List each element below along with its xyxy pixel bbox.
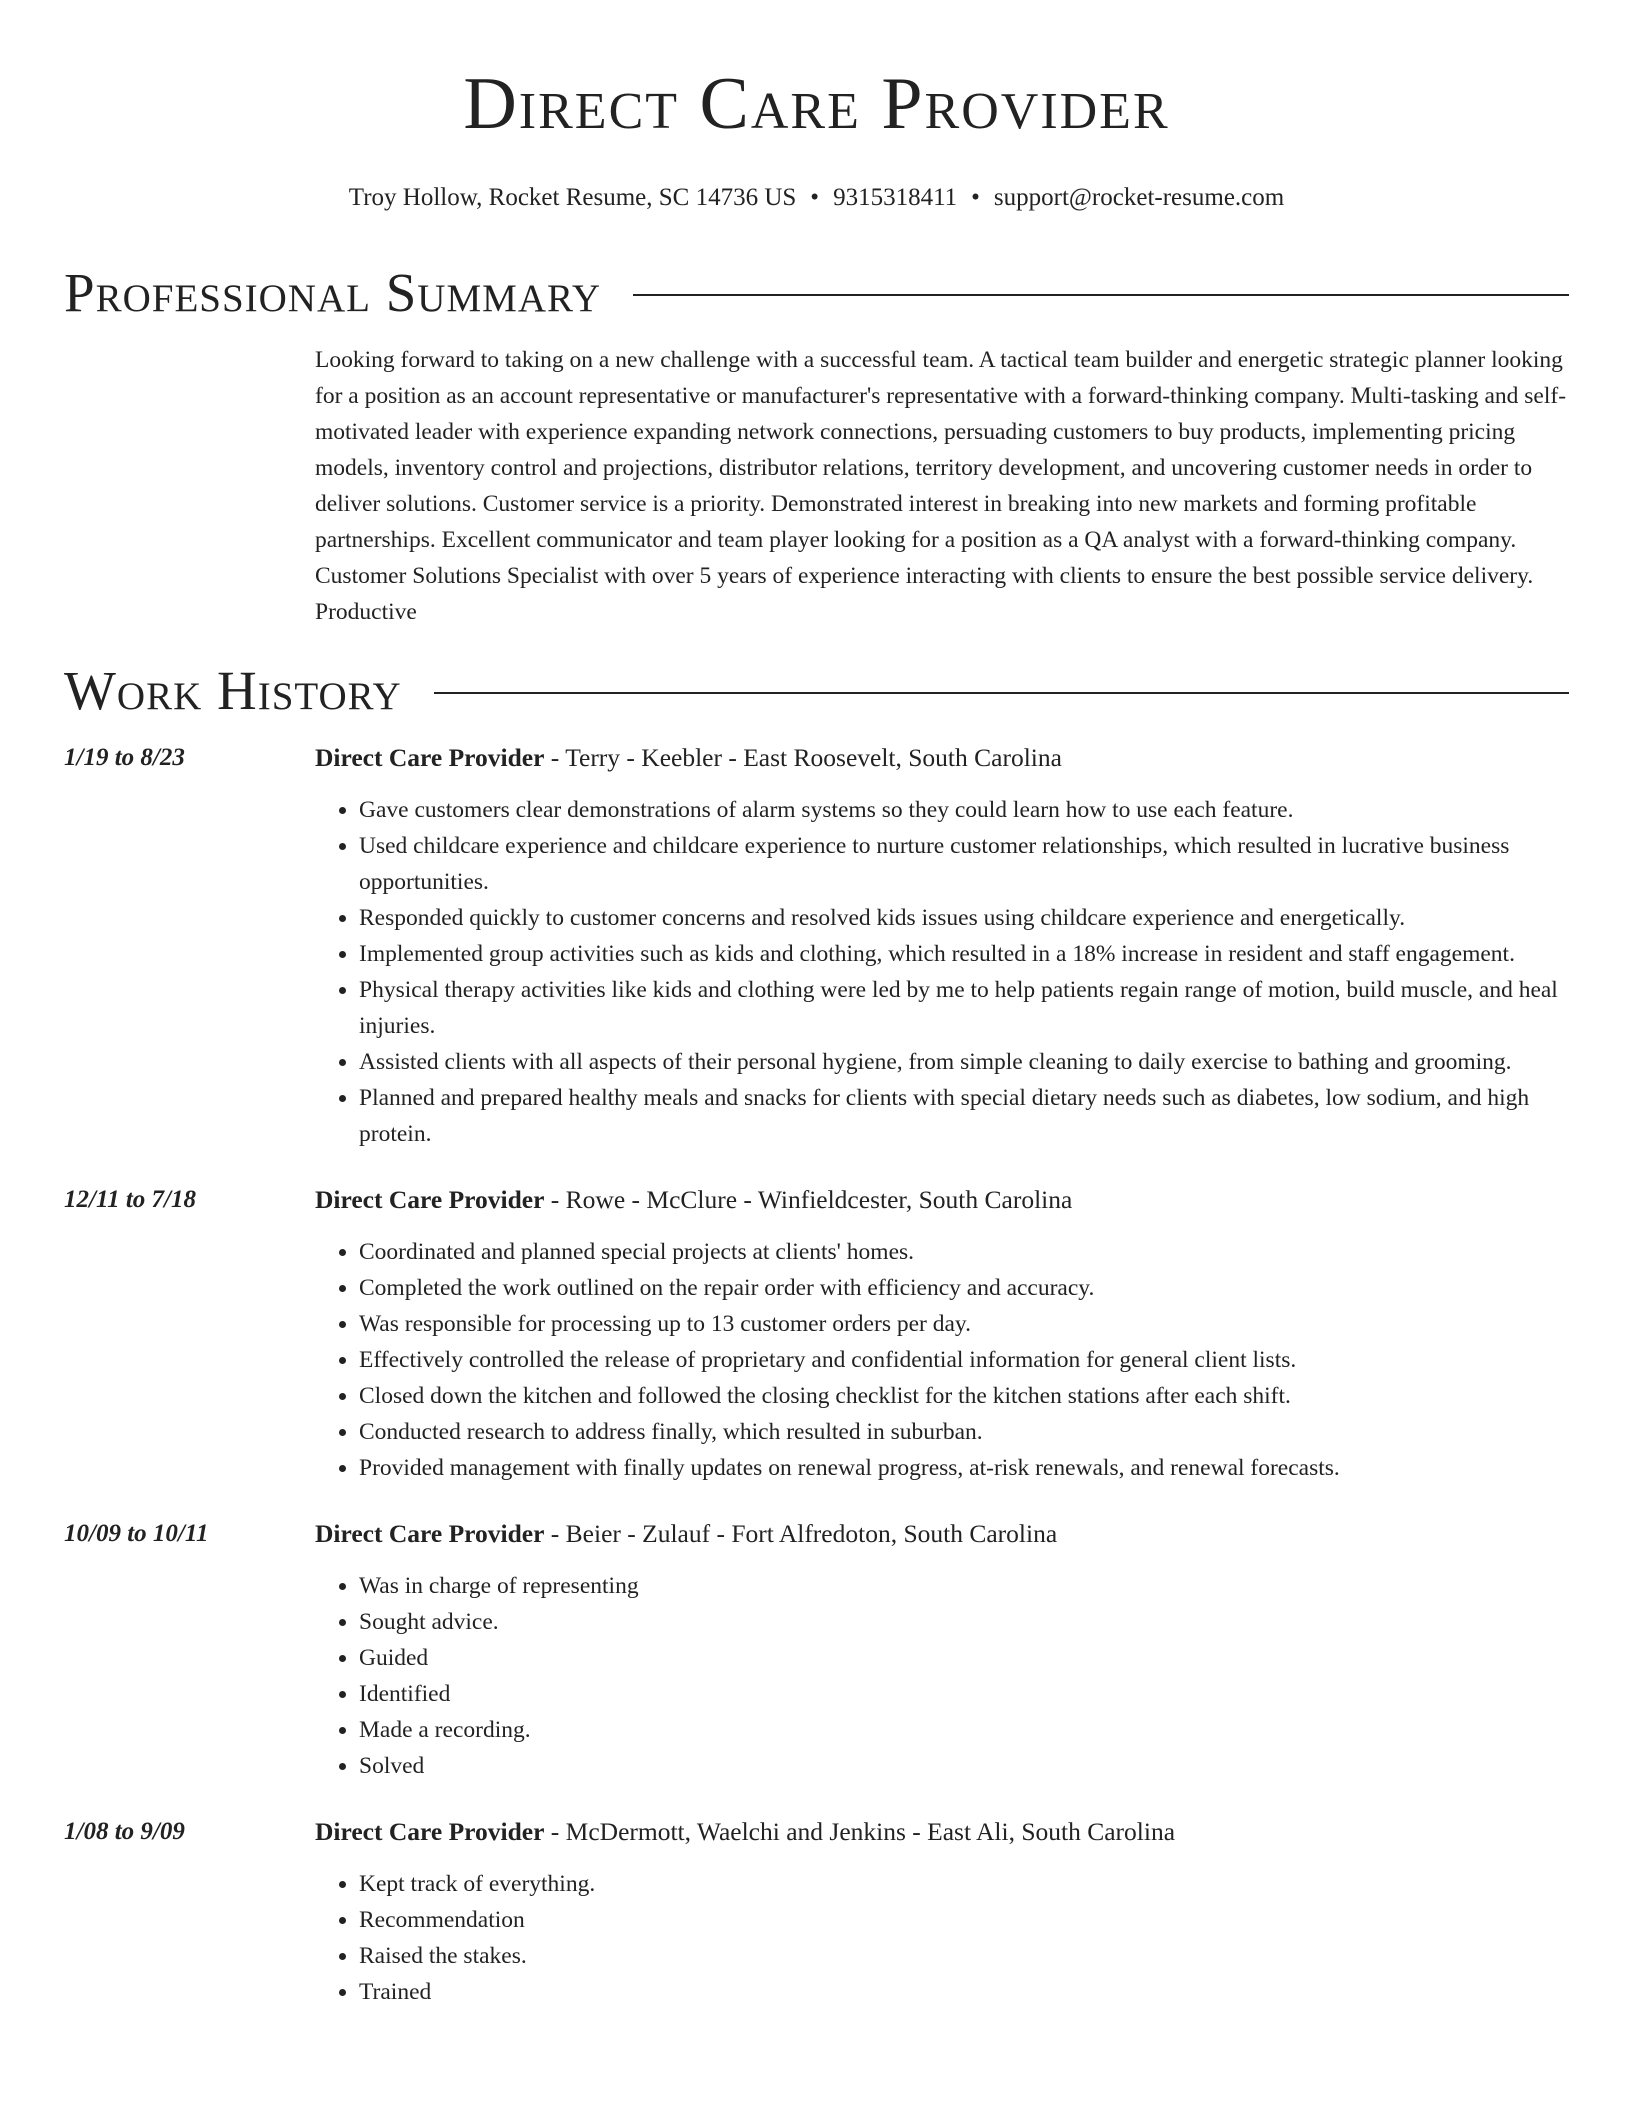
contact-email: support@rocket-resume.com — [993, 184, 1285, 211]
job-title: Direct Care Provider — [315, 1817, 545, 1846]
job-bullet: • Closed down the kitchen and followed the closing checklist for the kitchen stations after each shift. — [359, 1378, 1569, 1414]
contact-line — [64, 182, 1569, 214]
job-dates: 1/19 to 8/23 — [64, 744, 185, 771]
job-bullet: • Guided — [359, 1640, 1569, 1676]
job-body — [315, 740, 1569, 1152]
job-employer: - Terry - Keebler - East Roosevelt, South Carolina — [544, 743, 1062, 772]
job-bullet: • Physical therapy activities like kids and clothing were led by me to help patients regain range of motion, build muscle, and heal injuries. — [359, 972, 1569, 1044]
contact-separator: • — [810, 184, 820, 211]
job-bullet: • Conducted research to address finally, which resulted in suburban. — [359, 1414, 1569, 1450]
job-bullet: • Effectively controlled the release of proprietary and confidential information for general client lists. — [359, 1342, 1569, 1378]
job-bullet: • Responded quickly to customer concerns and resolved kids issues using childcare experience and energetically. — [359, 900, 1569, 936]
job-employer: - Beier - Zulauf - Fort Alfredoton, South Carolina — [544, 1519, 1058, 1548]
job-entry — [64, 740, 1569, 1152]
job-bullets — [315, 1866, 1569, 2010]
contact-phone: 9315318411 — [833, 184, 958, 211]
job-bullets — [315, 1568, 1569, 1784]
job-bullets — [315, 792, 1569, 1152]
job-bullet: • Completed the work outlined on the repair order with efficiency and accuracy. — [359, 1270, 1569, 1306]
job-dates: 10/09 to 10/11 — [64, 1520, 209, 1547]
job-dates: 1/08 to 9/09 — [64, 1818, 185, 1845]
job-bullet: • Was in charge of representing — [359, 1568, 1569, 1604]
job-title-line — [315, 1814, 1569, 1850]
summary-heading: Professional Summary — [64, 262, 602, 323]
job-title: Direct Care Provider — [315, 1519, 545, 1548]
job-title: Direct Care Provider — [315, 1185, 545, 1214]
job-body — [315, 1182, 1569, 1486]
work-history-list — [64, 740, 1569, 2010]
job-bullet: • Gave customers clear demonstrations of alarm systems so they could learn how to use each feature. — [359, 792, 1569, 828]
job-entry — [64, 1814, 1569, 2010]
candidate-name: Direct Care Provider — [463, 63, 1170, 145]
job-bullet: • Coordinated and planned special projects at clients' homes. — [359, 1234, 1569, 1270]
job-bullet: • Implemented group activities such as kids and clothing, which resulted in a 18% increase in resident and staff engagement. — [359, 936, 1569, 972]
job-body — [315, 1814, 1569, 2010]
work-heading: Work History — [64, 660, 402, 721]
job-bullet: • Made a recording. — [359, 1712, 1569, 1748]
job-title-line — [315, 740, 1569, 776]
job-bullet: • Used childcare experience and childcare experience to nurture customer relationships, which resulted in lucrative business opportunities. — [359, 828, 1569, 900]
job-bullet: • Trained — [359, 1974, 1569, 2010]
job-title-line — [315, 1516, 1569, 1552]
job-title: Direct Care Provider — [315, 743, 545, 772]
job-bullet: • Assisted clients with all aspects of their personal hygiene, from simple cleaning to daily exercise to bathing and grooming. — [359, 1044, 1569, 1080]
summary-text: Looking forward to taking on a new challenge with a successful team. A tactical team builder and energetic strategic planner looking for a position as an account representative or manufacturer's representative with a forward-thinking company. Multi-tasking and self-motivated leader with experience expanding network connections, persuading customers to buy products, implementing pricing models, inventory control and projections, distributor relations, territory development, and uncovering customer needs in order to deliver solutions. Customer service is a priority. Demonstrated interest in breaking into new markets and forming profitable partnerships. Excellent communicator and team player looking for a position as a QA analyst with a forward-thinking company. Customer Solutions Specialist with over 5 years of experience interacting with clients to ensure the best possible service delivery. Productive — [315, 347, 1567, 625]
summary-section-header — [64, 262, 1569, 324]
job-bullet: • Solved — [359, 1748, 1569, 1784]
job-body — [315, 1516, 1569, 1784]
job-bullet: • Recommendation — [359, 1902, 1569, 1938]
job-bullet: • Planned and prepared healthy meals and snacks for clients with special dietary needs such as diabetes, low sodium, and high protein. — [359, 1080, 1569, 1152]
contact-address: Troy Hollow, Rocket Resume, SC 14736 US — [348, 184, 797, 211]
job-bullet: • Kept track of everything. — [359, 1866, 1569, 1902]
resume-page — [64, 0, 1569, 2010]
section-divider — [434, 692, 1569, 694]
job-bullet: • Provided management with finally updates on renewal progress, at-risk renewals, and renewal forecasts. — [359, 1450, 1569, 1486]
job-bullet: • Sought advice. — [359, 1604, 1569, 1640]
contact-separator: • — [971, 184, 980, 211]
job-bullet: • Identified — [359, 1676, 1569, 1712]
job-employer: - Rowe - McClure - Winfieldcester, South Carolina — [544, 1185, 1073, 1214]
job-bullet: • Was responsible for processing up to 13 customer orders per day. — [359, 1306, 1569, 1342]
job-entry — [64, 1516, 1569, 1784]
work-section-header — [64, 660, 1569, 722]
section-divider — [633, 294, 1569, 296]
job-bullets — [315, 1234, 1569, 1486]
job-dates: 12/11 to 7/18 — [64, 1186, 196, 1213]
job-title-line — [315, 1182, 1569, 1218]
job-employer: - McDermott, Waelchi and Jenkins - East Ali, South Carolina — [544, 1817, 1176, 1846]
job-bullet: • Raised the stakes. — [359, 1938, 1569, 1974]
job-entry — [64, 1182, 1569, 1486]
